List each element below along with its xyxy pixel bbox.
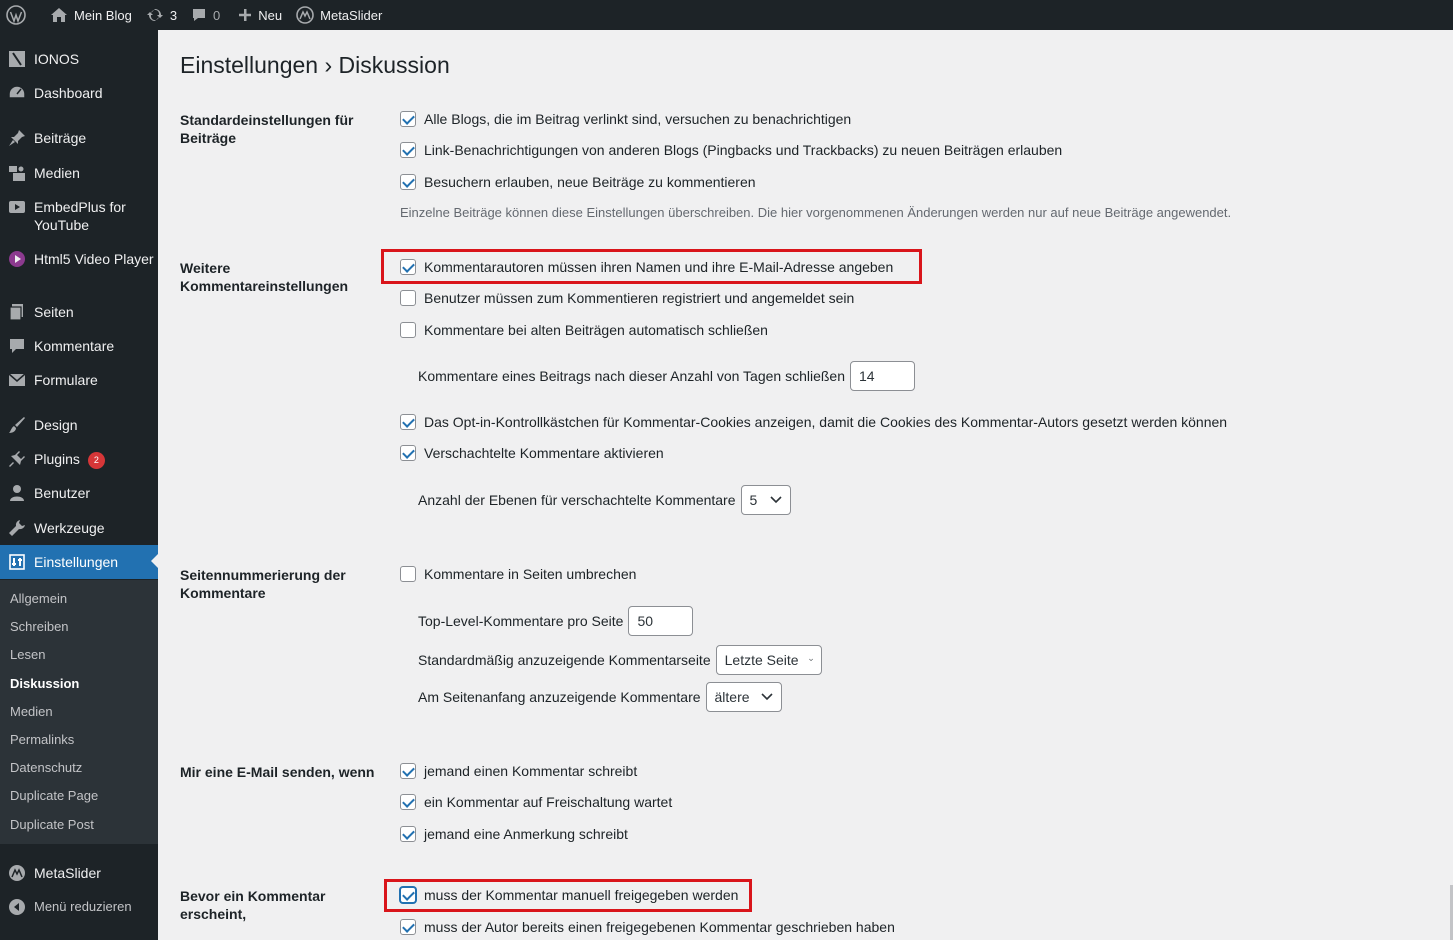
submenu-media[interactable]: Medien <box>10 704 53 719</box>
option-previously-approved[interactable]: muss der Autor bereits einen freigegebenen Kommentar geschrieben haben <box>400 919 895 935</box>
settings-icon <box>0 553 34 571</box>
thread-depth-row: Anzahl der Ebenen für verschachtelte Kommentare 5 <box>418 485 791 515</box>
close-days-input[interactable]: 14 <box>850 361 915 391</box>
option-email-on-moderation[interactable]: ein Kommentar auf Freischaltung wartet <box>400 794 672 810</box>
site-name: Mein Blog <box>74 7 132 23</box>
wordpress-icon <box>6 5 26 25</box>
wrench-icon <box>0 519 34 537</box>
checkbox[interactable] <box>400 259 416 275</box>
comments-count: 0 <box>213 7 221 23</box>
chevron-down-icon <box>809 656 813 664</box>
updates-icon <box>146 7 164 23</box>
wp-logo-menu[interactable] <box>0 0 33 30</box>
option-threaded-comments[interactable]: Verschachtelte Kommentare aktivieren <box>400 445 664 461</box>
per-page-row: Top-Level-Kommentare pro Seite 50 <box>418 606 693 636</box>
admin-sidebar <box>0 30 158 940</box>
menu-forms[interactable]: Formulare <box>0 371 158 389</box>
user-icon <box>0 484 34 502</box>
media-icon <box>0 164 34 182</box>
menu-ionos[interactable]: IONOS <box>0 50 158 68</box>
metaslider-icon <box>0 864 34 882</box>
checkbox[interactable] <box>400 414 416 430</box>
checkbox[interactable] <box>400 322 416 338</box>
menu-embedplus[interactable]: EmbedPlus for YouTube <box>0 198 158 234</box>
chevron-down-icon <box>761 693 773 701</box>
default-page-select[interactable]: Letzte Seite <box>716 645 822 675</box>
metaslider-label: MetaSlider <box>320 7 383 23</box>
checkbox[interactable] <box>400 142 416 158</box>
page-title: Einstellungen › Diskussion <box>180 52 450 78</box>
submenu-permalinks[interactable]: Permalinks <box>10 732 75 747</box>
option-require-name-email[interactable]: Kommentarautoren müssen ihren Namen und ihre E-Mail-Adresse angeben <box>400 259 893 275</box>
metaslider-icon <box>296 6 314 24</box>
comment-order-row: Am Seitenanfang anzuzeigende Kommentare ältere <box>418 682 782 712</box>
checkbox[interactable] <box>400 826 416 842</box>
updates-count: 3 <box>169 7 178 23</box>
option-allow-pingbacks[interactable]: Link-Benachrichtigungen von anderen Blogs (Pingbacks und Trackbacks) zu neuen Beiträgen erlauben <box>400 142 1062 158</box>
menu-settings[interactable]: Einstellungen <box>0 545 158 579</box>
submenu-duplicate-page[interactable]: Duplicate Page <box>10 788 99 803</box>
menu-comments[interactable]: Kommentare <box>0 337 158 355</box>
ionos-icon <box>0 50 34 68</box>
menu-tools[interactable]: Werkzeuge <box>0 519 158 537</box>
checkbox[interactable] <box>400 445 416 461</box>
checkbox[interactable] <box>400 887 416 903</box>
option-email-on-comment[interactable]: jemand einen Kommentar schreibt <box>400 763 637 779</box>
updates-menu[interactable] <box>139 0 184 30</box>
checkbox[interactable] <box>400 290 416 306</box>
section-label-paging: Seitennummerierung der Kommentare <box>180 567 346 601</box>
submenu-duplicate-post[interactable]: Duplicate Post <box>10 817 94 832</box>
pages-icon <box>0 303 34 321</box>
menu-media[interactable]: Medien <box>0 164 158 182</box>
brush-icon <box>0 416 34 434</box>
menu-metaslider[interactable]: MetaSlider <box>0 864 158 882</box>
option-email-on-note[interactable]: jemand eine Anmerkung schreibt <box>400 826 628 842</box>
option-close-old-comments[interactable]: Kommentare bei alten Beiträgen automatisch schließen <box>400 322 768 338</box>
default-page-row: Standardmäßig anzuzeigende Kommentarseite Letzte Seite <box>418 645 822 675</box>
video-icon <box>0 250 34 268</box>
metaslider-menu[interactable] <box>289 0 389 30</box>
comments-menu[interactable] <box>184 0 227 30</box>
option-require-registration[interactable]: Benutzer müssen zum Kommentieren registriert und angemeldet sein <box>400 290 854 306</box>
new-content-menu[interactable] <box>231 0 289 30</box>
site-name-menu[interactable] <box>43 0 139 30</box>
checkbox[interactable] <box>400 763 416 779</box>
option-cookies-opt-in[interactable]: Das Opt-in-Kontrollkästchen für Kommentar-Cookies anzeigen, damit die Cookies des Kommentar-Autors gesetzt werden können <box>400 414 1227 430</box>
checkbox[interactable] <box>400 566 416 582</box>
checkbox[interactable] <box>400 794 416 810</box>
plus-icon <box>238 8 252 22</box>
menu-html5-video[interactable]: Html5 Video Player <box>0 250 158 268</box>
per-page-input[interactable]: 50 <box>628 606 693 636</box>
plugin-icon <box>0 450 34 468</box>
pin-icon <box>0 129 34 147</box>
section-label-before: Bevor ein Kommentar erscheint, <box>180 888 326 922</box>
comment-icon <box>0 337 34 355</box>
option-paginate-comments[interactable]: Kommentare in Seiten umbrechen <box>400 566 636 582</box>
checkbox[interactable] <box>400 111 416 127</box>
menu-pages[interactable]: Seiten <box>0 303 158 321</box>
option-allow-comments[interactable]: Besuchern erlauben, neue Beiträge zu kommentieren <box>400 174 756 190</box>
youtube-icon <box>0 198 34 216</box>
comment-order-select[interactable]: ältere <box>706 682 782 712</box>
submenu-reading[interactable]: Lesen <box>10 647 46 662</box>
submenu-privacy[interactable]: Datenschutz <box>10 760 83 775</box>
checkbox[interactable] <box>400 919 416 935</box>
section-label-defaults: Standardeinstellungen für Beiträge <box>180 112 354 146</box>
chevron-down-icon <box>770 496 782 504</box>
home-icon <box>50 7 68 23</box>
menu-plugins[interactable]: Plugins 2 <box>0 450 158 469</box>
menu-users[interactable]: Benutzer <box>0 484 158 502</box>
new-label: Neu <box>258 7 283 23</box>
dashboard-icon <box>0 84 34 102</box>
option-notify-linked-blogs[interactable]: Alle Blogs, die im Beitrag verlinkt sind, versuchen zu benachrichtigen <box>400 111 851 127</box>
settings-submenu <box>0 580 158 844</box>
plugins-update-badge: 2 <box>88 452 105 469</box>
submenu-discussion[interactable]: Diskussion <box>10 676 80 691</box>
submenu-writing[interactable]: Schreiben <box>10 619 69 634</box>
section-label-email: Mir eine E-Mail senden, wenn <box>180 764 375 780</box>
collapse-icon <box>0 898 34 916</box>
option-manual-approval[interactable]: muss der Kommentar manuell freigegeben werden <box>400 887 738 903</box>
thread-depth-select[interactable]: 5 <box>741 485 791 515</box>
main-content <box>158 30 1453 940</box>
menu-posts[interactable]: Beiträge <box>0 129 158 147</box>
submenu-general[interactable]: Allgemein <box>10 591 68 606</box>
section-label-other: Weitere Kommentareinstellungen <box>180 260 349 294</box>
mail-icon <box>0 371 34 389</box>
menu-design[interactable]: Design <box>0 416 158 434</box>
close-days-row: Kommentare eines Beitrags nach dieser Anzahl von Tagen schließen 14 <box>418 361 915 391</box>
comment-bubble-icon <box>191 7 207 23</box>
admin-bar <box>0 0 1453 30</box>
checkbox[interactable] <box>400 174 416 190</box>
menu-dashboard[interactable]: Dashboard <box>0 84 158 102</box>
defaults-hint: Einzelne Beiträge können diese Einstellungen überschreiben. Die hier vorgenommenen Änderungen werden nur auf neue Beiträge angewendet. <box>400 205 1232 220</box>
collapse-menu-button[interactable]: Menü reduzieren <box>0 898 158 916</box>
